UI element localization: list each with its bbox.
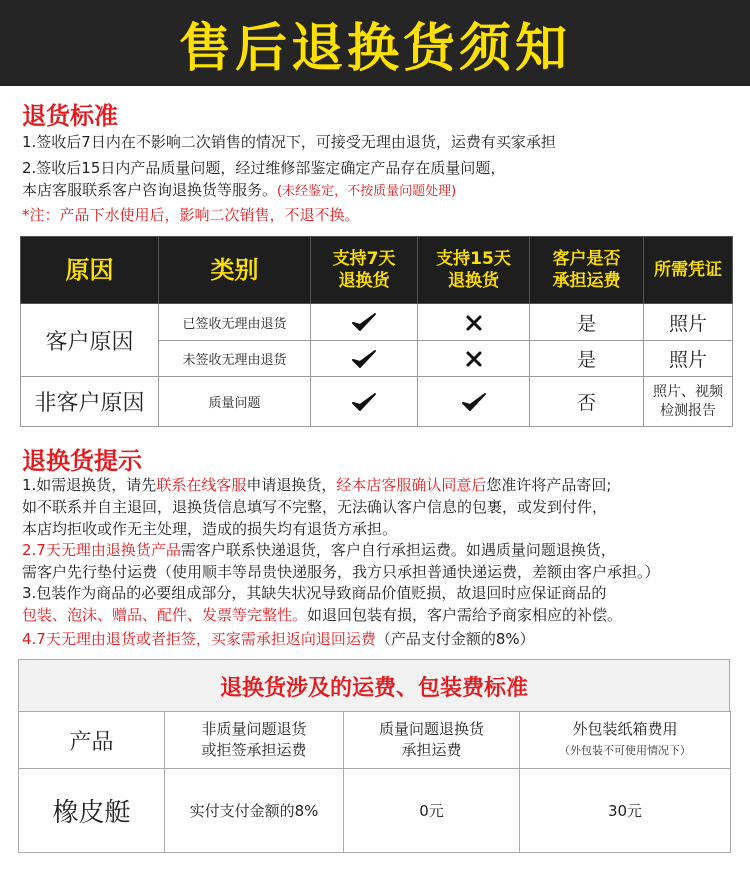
header-seven-day-line2: 退换货: [338, 271, 390, 291]
fee-header-quality: [344, 712, 520, 769]
proof-line2: 检测报告: [660, 402, 716, 419]
fee-header-packaging: [520, 712, 731, 769]
tip-3: [22, 582, 734, 626]
standard-line-1: 1.签收后7日内在不影响二次销售的情况下，可接受无理由退货，运费有买家承担: [22, 133, 556, 151]
reason-customer: 客户原因: [21, 304, 159, 377]
standard-title: 退货标准: [22, 102, 118, 130]
reason-non-customer: 非客户原因: [21, 377, 159, 427]
cross-cell: [418, 341, 530, 377]
tip-1-line2: 如不联系并自主退回，退换货信息填写不完整，无法确认客户信息的包裹，或发到付件，: [22, 498, 608, 516]
header-fifteen-day-line2: 退换货: [448, 271, 499, 291]
tip-1-line3: 本店均拒收或作无主处理，造成的损失均有退货方承担。: [22, 520, 398, 538]
header-reason: 原因: [21, 237, 159, 304]
fee-nonquality-value: 实付支付金额的8%: [165, 769, 344, 853]
fee-header-packaging-line2: （外包装不可使用情况下）: [559, 744, 691, 757]
tip-1-confirm: 经本店客服确认同意后: [336, 476, 487, 494]
page-title: 售后退换货须知: [178, 18, 571, 79]
tip-2-highlight: 2.7天无理由退换货产品: [22, 541, 181, 559]
tip-4-text: （产品支付金额的8%）: [375, 630, 535, 648]
fee-standard-section: [18, 659, 730, 864]
fee-header-nonquality: [165, 712, 344, 769]
standard-line-2a: 2.签收后15日内产品质量问题，经过维修部鉴定确定产品存在质量问题，: [22, 159, 506, 177]
category-cell: 质量问题: [159, 377, 311, 427]
tip-1-contact-service: 联系在线客服: [156, 476, 247, 494]
category-cell: 未签收无理由退货: [159, 341, 311, 377]
check-cell: [418, 377, 530, 427]
tip-2-text: 需客户联系快递退货，客户自行承担运费。如遇质量问题退换货，: [180, 541, 616, 559]
header-freight-line2: 承担运费: [552, 271, 621, 291]
cross-icon: [465, 350, 483, 368]
check-cell: [311, 304, 418, 341]
check-icon: [461, 391, 487, 413]
tip-4-highlight: 4.7天无理由退货或者拒签，买家需承担返向退回运费: [22, 630, 376, 648]
tip-2: [22, 539, 734, 583]
fee-quality-value: 0元: [344, 769, 520, 853]
tip-3-line1: 3.包装作为商品的必要组成部分，其缺失状况导致商品价值贬损，故退回时应保证商品的: [22, 584, 607, 602]
header-proof: 所需凭证: [644, 237, 733, 304]
tip-2-line2: 需客户先行垫付运费（使用顺丰等昂贵快递服务，我方只承担普通快递运费，差额由客户承担。）: [22, 563, 660, 581]
tip-1-text-e: 您准许将产品寄回;: [486, 476, 612, 494]
header-category: 类别: [159, 237, 311, 304]
check-icon: [351, 348, 377, 370]
return-policy-table: [20, 236, 733, 427]
table-row: [21, 377, 733, 427]
return-policy-header-row: [21, 237, 733, 304]
tip-3-text: 如退回包装有损，客户需给予商家相应的补偿。: [307, 606, 623, 624]
proof-line1: 照片、视频: [653, 383, 723, 400]
tip-2-line1: [22, 539, 734, 561]
freight-cell: 是: [530, 304, 644, 341]
tip-1: [22, 474, 734, 540]
table-row: [21, 304, 733, 341]
fee-header-nonquality-line1: 非质量问题退货: [201, 720, 307, 738]
header-banner: [0, 0, 750, 86]
cross-cell: [418, 304, 530, 341]
standard-line-2b-text: 本店客服联系客户咨询退换货等服务。: [22, 181, 278, 199]
category-cell: 已签收无理由退货: [159, 304, 311, 341]
header-freight: [530, 237, 644, 304]
tip-1-text-c: 申请退换货，: [246, 476, 337, 494]
header-seven-day: [311, 237, 418, 304]
freight-cell: 否: [530, 377, 644, 427]
fee-header-nonquality-line2: 或拒签承担运费: [201, 741, 307, 759]
tip-1-text-a: 1.如需退换货，请先: [22, 476, 157, 494]
check-cell: [311, 341, 418, 377]
tips-title: 退换货提示: [22, 447, 142, 475]
tip-3-line2: [22, 604, 734, 626]
cross-icon: [465, 314, 483, 332]
check-icon: [351, 311, 377, 333]
fee-header-product: 产品: [19, 712, 165, 769]
header-fifteen-day-line1: 支持15天: [436, 249, 511, 269]
fee-header-quality-line1: 质量问题退换货: [378, 720, 484, 738]
header-fifteen-day: [418, 237, 530, 304]
check-icon: [351, 391, 377, 413]
fee-packaging-value: 30元: [520, 769, 731, 853]
table-row: [19, 769, 731, 853]
check-cell: [311, 377, 418, 427]
fee-standard-table: [18, 711, 731, 853]
fee-header-packaging-line1: 外包装纸箱费用: [572, 720, 678, 738]
tip-4: [22, 628, 734, 650]
tip-3-highlight: 包装、泡沫、赠品、配件、发票等完整性。: [22, 606, 308, 624]
fee-header-row: [19, 712, 731, 769]
proof-cell: 照片: [644, 341, 733, 377]
tip-1-line1: [22, 474, 734, 496]
fee-header-quality-line2: 承担运费: [401, 741, 462, 759]
fee-product-name: 橡皮艇: [19, 769, 165, 853]
standard-line-2b-note: (未经鉴定，不按质量问题处理): [277, 184, 457, 199]
freight-cell: 是: [530, 341, 644, 377]
fee-standard-title: 退换货涉及的运费、包装费标准: [18, 659, 730, 712]
header-seven-day-line1: 支持7天: [332, 249, 396, 269]
standard-note: *注：产品下水使用后，影响二次销售，不退不换。: [22, 206, 360, 224]
standard-line-2b: [22, 179, 734, 203]
header-freight-line1: 客户是否: [552, 249, 621, 269]
proof-cell: 照片: [644, 304, 733, 341]
proof-cell: [644, 377, 733, 427]
